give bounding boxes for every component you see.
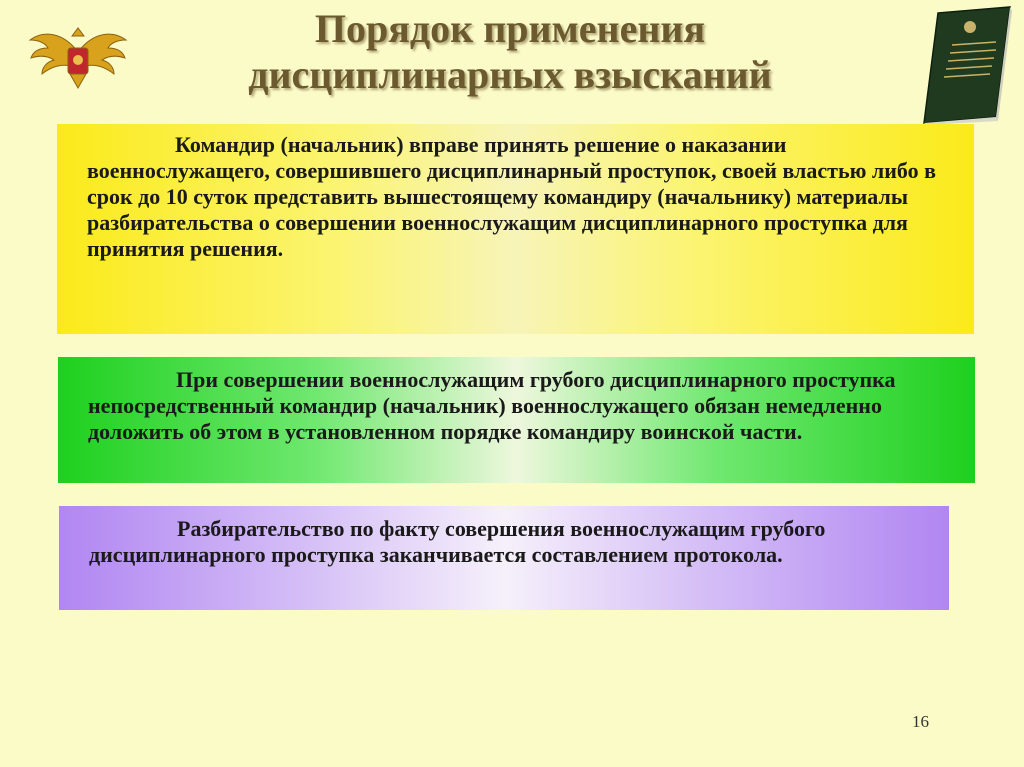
title-line-1: Порядок применения: [314, 6, 706, 51]
page-number: 16: [912, 712, 929, 731]
slide-title: [180, 6, 840, 98]
block-text: При совершении военнослужащим грубого дисциплинарного проступка непосредственный командир (начальник) военнослужащего обязан немедленно доложить об этом в установленном порядке командиру воинской части.: [88, 367, 896, 444]
title-line-2: дисциплинарных взысканий: [248, 52, 772, 97]
block-text: Командир (начальник) вправе принять решение о наказании военнослужащего, совершившего дисциплинарный проступок, своей властью либо в срок до 10 суток представить вышестоящему командиру (начальнику) материалы разбирательства о совершении военнослужащим дисциплинарного проступка для принятия решения.: [87, 132, 936, 261]
eagle-emblem-icon: [28, 22, 128, 92]
text-block-gross-offense-report: [58, 357, 975, 483]
charter-book-icon: [918, 5, 1014, 125]
text-block-investigation-protocol: [59, 506, 949, 610]
text-block-command-decision: [57, 124, 974, 334]
block-text: Разбирательство по факту совершения военнослужащим грубого дисциплинарного проступка заканчивается составлением протокола.: [89, 516, 826, 567]
